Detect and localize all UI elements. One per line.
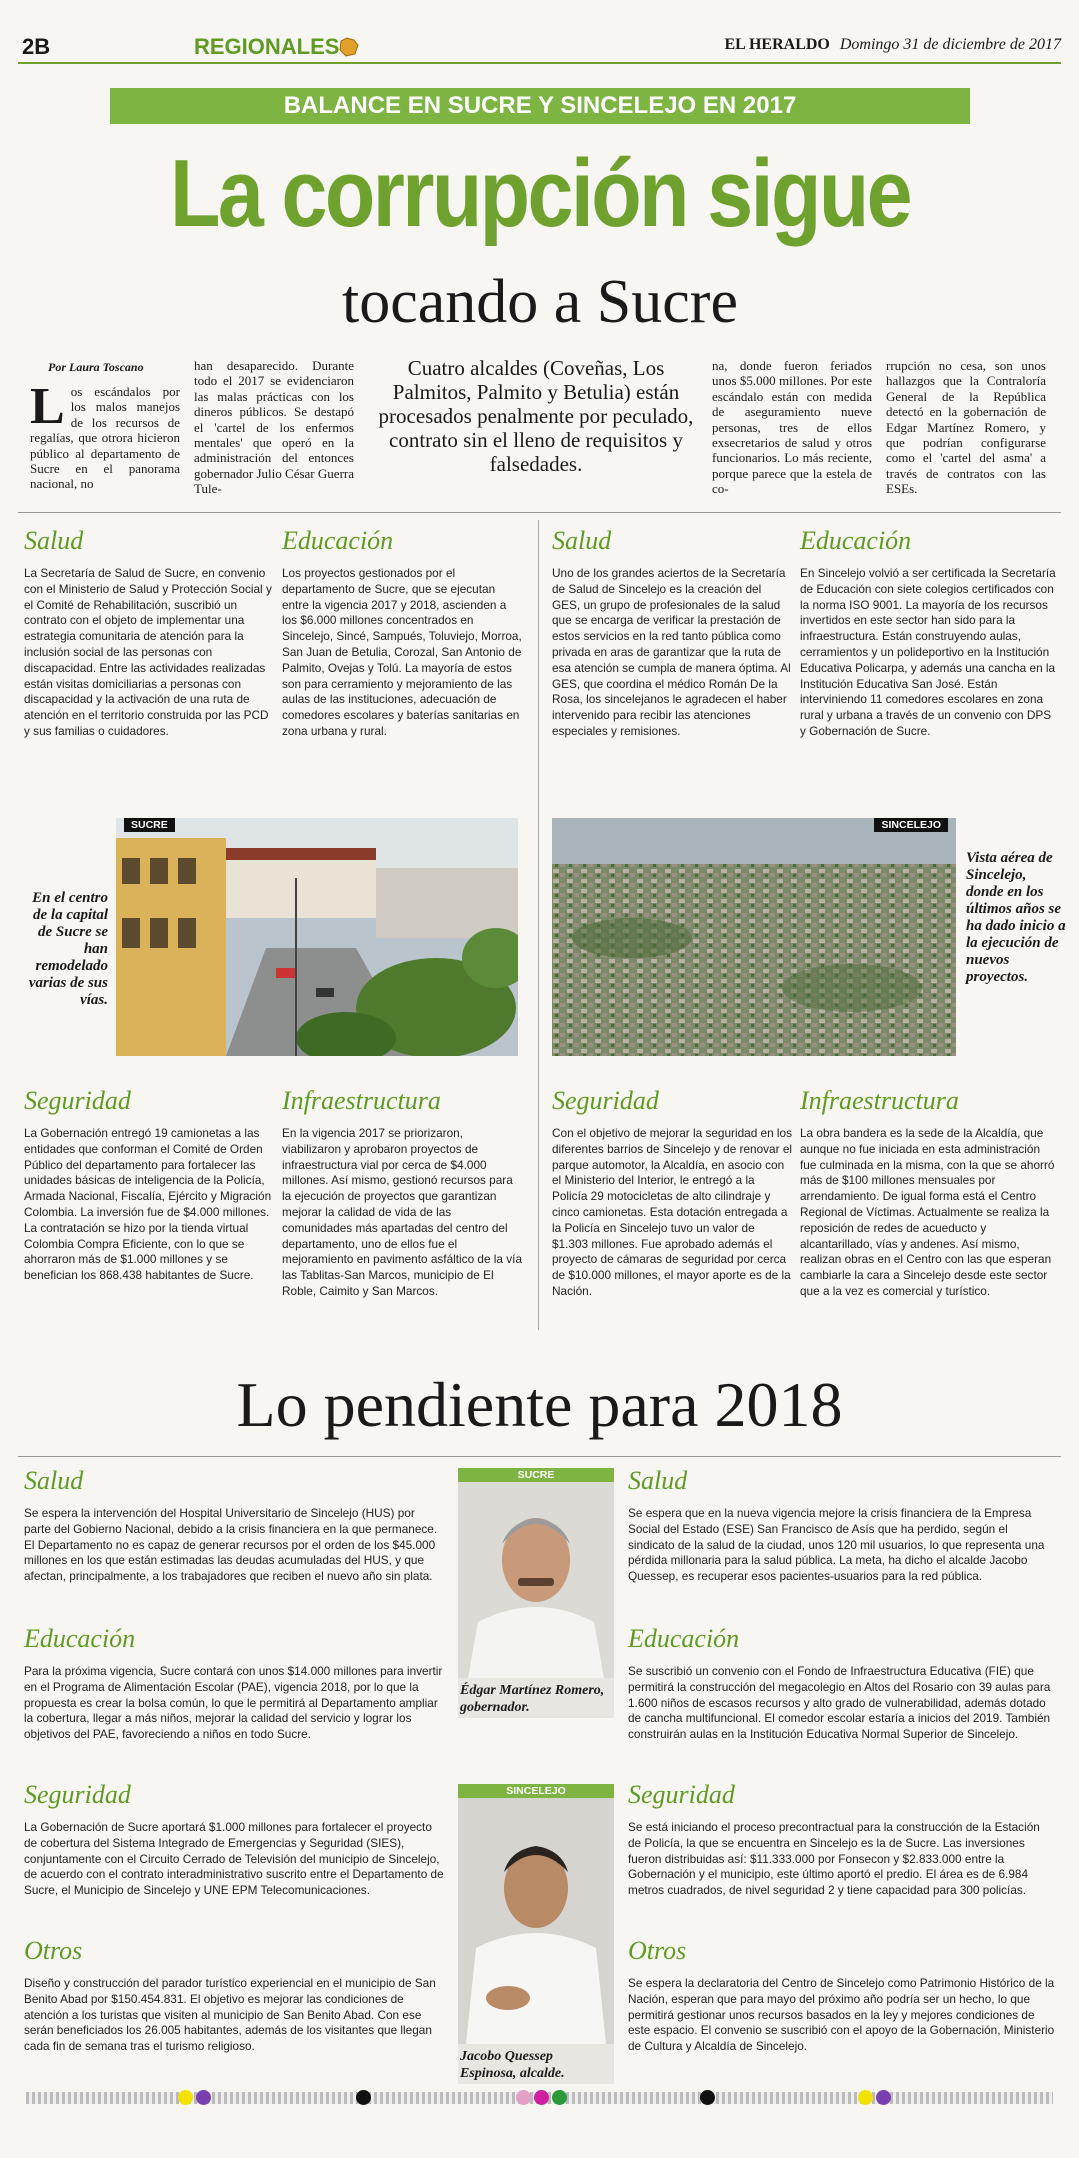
portrait-tag: SUCRE xyxy=(458,1468,614,1482)
deck-text: Cuatro alcaldes (Coveñas, Los Palmitos, Palmito y Betulia) están procesados penalmente por peculado, contrato sin el lleno de requisitos y falsedades. xyxy=(378,356,694,476)
sucre-street-photo xyxy=(116,818,518,1056)
byline: Por Laura Toscano xyxy=(48,360,144,374)
region-map-icon xyxy=(338,36,360,58)
section-heading: Salud xyxy=(628,1466,688,1495)
portrait-governor xyxy=(458,1468,614,1718)
issue-date: Domingo 31 de diciembre de 2017 xyxy=(839,36,1061,53)
pending-sincelejo-otros xyxy=(628,1936,1056,2055)
balance-sucre-educacion xyxy=(282,526,522,740)
section-text: Uno de los grandes aciertos de la Secretaría de Salud de Sincelejo es la creación del GES, un grupo de profesionales de la salud que se encarga de verificar la prestación de estos servicios en la red tanto pública como privada en aras de garantizar que la ruta de esa atención se cumpla de manera óptima. Al GES, que coordina el médico Román De la Rosa, los sincelejanos le agradecen el haber intervenido para recibir las atenciones especiales y remisiones. xyxy=(552,566,791,738)
balance-sincelejo-salud xyxy=(552,526,792,740)
section-text: Se espera la declaratoria del Centro de Sincelejo como Patrimonio Histórico de la Nación, esperan que para mayo del próximo año podría ser un hecho, lo que permitirá gestionar unos recursos basados en la ley y mejores condiciones de este espacio. El convenio se suscribió con el apoyo de la Gobernación, Ministerio de Cultura y Alcaldía de Sincelejo. xyxy=(628,1976,1055,2054)
section-text: En la vigencia 2017 se priorizaron, viabilizaron y aprobaron proyectos de infraestructura vial por cerca de $4.000 millones. Así mismo, gestionó recursos para la ejecución de proyectos que garantizan mejorar la calidad de vida de las comunidades más apartadas del centro del departamento, uno de ellos fue el mejoramiento en pavimento asfáltico de la vía las Tablitas-San Marcos, municipio de El Roble, Caimito y San Marcos. xyxy=(282,1126,522,1298)
mayor-caption: Jacobo Quessep Espinosa, alcalde. xyxy=(460,2049,565,2081)
color-dot xyxy=(356,2090,371,2105)
page-header xyxy=(18,30,1061,64)
color-dot xyxy=(858,2090,873,2105)
balance-sincelejo-educacion xyxy=(800,526,1056,740)
section-heading: Educación xyxy=(282,526,394,555)
section-heading: Otros xyxy=(628,1936,687,1965)
section-text: La Secretaría de Salud de Sucre, en convenio con el Ministerio de Salud y Protección Social y el Comité de Rehabilitación, suscribió un contrato con el objeto de implementar una estrategia comunitaria de atención para la inclusión social de las personas con discapacidad. Entre las actividades realizadas están visitas domiciliarias a personas con discapacidad y la activación de una ruta de atención en el territorio construida por las PCD y sus familias o cuidadores. xyxy=(24,566,272,738)
color-dot xyxy=(876,2090,891,2105)
section-heading: Infraestructura xyxy=(282,1086,441,1115)
section-text: Los proyectos gestionados por el departamento de Sucre, que se ejecutan entre la vigencia 2017 y 2018, ascienden a los $6.000 millones concentrados en Sincelejo, Sincé, Sampués, Toluviejo, Morroa, San Juan de Betulia, Corozal, San Antonio de Palmito, Ovejas y Tolú. La mayoría de estos son para cerramiento y mejoramiento de las aulas de las instituciones, adecuación de comedores escolares y baterías sanitarias en zona urbana y rural. xyxy=(282,566,522,738)
pending-sucre-seguridad xyxy=(24,1780,444,1899)
portrait-mayor xyxy=(458,1784,614,2084)
pending-sucre-salud xyxy=(24,1466,444,1585)
balance-sucre-salud xyxy=(24,526,272,740)
pending-sincelejo-salud xyxy=(628,1466,1056,1585)
color-dot xyxy=(516,2090,531,2105)
governor-photo xyxy=(458,1482,614,1678)
section-heading: Otros xyxy=(24,1936,83,1965)
divider xyxy=(18,1456,1061,1457)
section-heading: Infraestructura xyxy=(800,1086,959,1115)
masthead xyxy=(725,36,1062,54)
sucre-photo-caption: En el centro de la capital de Sucre se han remodelado varias de sus vías. xyxy=(28,890,108,1008)
color-dot xyxy=(178,2090,193,2105)
section-heading: Educación xyxy=(800,526,912,555)
section-text: Se suscribió un convenio con el Fondo de Infraestructura Educativa (FIE) que permitirá la construcción del megacolegio en Altos del Rosario con 39 aulas para 1.600 niños de escasos recursos y alto grado de vulnerabilidad, además dotado de cancha multifuncional. El comedor escolar estaría a inicios del 2019. También construirán aulas en la Institución Educativa Normal Superior de Sincelejo. xyxy=(628,1664,1051,1742)
sincelejo-photo-caption: Vista aérea de Sincelejo, donde en los últimos años se ha dado inicio a la ejecución de nuevos proyectos. xyxy=(966,850,1066,985)
section-title-pending-2018: Lo pendiente para 2018 xyxy=(236,1369,843,1440)
section-text: Se está iniciando el proceso precontractual para la construcción de la Estación de Policía, la que se encuentra en Sincelejo es la de Sucre. Las inversiones fueron distribuidas así: $11.333.000 por Fonsecon y $2.833.000 entre la Gobernación y el municipio, este último aportó el predio. El área es de 6.984 metros cuadrados, de nivel seguridad 2 y tiene capacidad para 300 policías. xyxy=(628,1820,1040,1898)
section-text: Con el objetivo de mejorar la seguridad en los diferentes barrios de Sincelejo y de renovar el parque automotor, la Alcaldía, en asocio con el Ministerio del Interior, le entregó a la Policía 29 motocicletas de alto cilindraje y cinco camionetas. Esta dotación entregada a la Policía en Sincelejo tuvo un valor de $1.303 millones. Fue aprobado además el proyecto de cámaras de seguridad por cerca de $10.000 millones, el mayor aporte es de la Nación. xyxy=(552,1126,793,1298)
kicker-banner: BALANCE EN SUCRE Y SINCELEJO EN 2017 xyxy=(110,88,970,124)
section-text: La Gobernación entregó 19 camionetas a las entidades que conforman el Comité de Orden Público del departamento para fortalecer las unidades básicas de inteligencia de la Policía, Armada Nacional, Fiscalía, Ejército y Migración Colombia. La inversión fue de $4.000 millones. La contratación se hizo por la tienda virtual Colombia Compra Eficiente, con lo que se ahorraron más de $1.000 millones y se benefician los 868.438 habitantes de Sucre. xyxy=(24,1126,272,1283)
balance-sincelejo-infraestructura xyxy=(800,1086,1056,1300)
section-heading: Educación xyxy=(628,1624,740,1653)
aerial-city-image xyxy=(552,818,956,1056)
photo-tag: SINCELEJO xyxy=(874,818,948,832)
section-heading: Salud xyxy=(552,526,612,555)
headline: La corrupción sigue xyxy=(169,140,911,247)
intro-column-3: na, donde fueron feriados unos $5.000 millones. Por este escándalo están con medida de aseguramiento nueve personas, tres de ellos exsecretarios de salud y otros funcionarios. Lo más reciente, porque parece que la estela de co- xyxy=(712,358,872,497)
section-tag: REGIONALES xyxy=(194,34,340,59)
mayor-photo xyxy=(458,1798,614,2044)
newspaper-name: EL HERALDO xyxy=(724,36,830,53)
section-heading: Salud xyxy=(24,1466,84,1495)
color-dot xyxy=(552,2090,567,2105)
section-heading: Salud xyxy=(24,526,84,555)
drop-cap: L xyxy=(30,378,65,435)
section-heading: Seguridad xyxy=(628,1780,735,1809)
column-divider xyxy=(538,520,539,1330)
section-text: La Gobernación de Sucre aportará $1.000 millones para fortalecer el proyecto de cobertura del Sistema Integrado de Emergencias y Seguridad (SIES), conjuntamente con el Circuito Cerrado de Televisión del municipio de Sincelejo, de acuerdo con el contrato interadministrativo suscrito entre el Departamento de Sucre, el Municipio de Sincelejo y UNE EPM Telecomunicaciones. xyxy=(24,1820,444,1898)
color-dot xyxy=(700,2090,715,2105)
sincelejo-aerial-photo xyxy=(552,818,956,1056)
balance-sincelejo-seguridad xyxy=(552,1086,792,1300)
divider xyxy=(18,512,1061,513)
section-heading: Seguridad xyxy=(552,1086,659,1115)
balance-sucre-seguridad xyxy=(24,1086,272,1284)
street-scene-image xyxy=(116,818,518,1056)
photo-tag: SUCRE xyxy=(124,818,175,832)
color-dot xyxy=(534,2090,549,2105)
section-text: La obra bandera es la sede de la Alcaldía, que aunque no fue iniciada en esta administración fue culminada en la misma, con la que se ahorró más de $100 millones mensuales por arrendamiento. De igual forma está el Centro Regional de Víctimas. Actualmente se realiza la reposición de redes de acueducto y alcantarillado, vías y andenes. Así mismo, realizan obras en el Centro con las que esperan cambiarle la cara a Sincelejo desde este sector que a la vez es comercial y turístico. xyxy=(800,1126,1055,1298)
balance-sucre-infraestructura xyxy=(282,1086,522,1300)
subheadline: tocando a Sucre xyxy=(342,268,738,336)
pending-sucre-otros xyxy=(24,1936,444,2055)
color-dot xyxy=(196,2090,211,2105)
section-text: Se espera que en la nueva vigencia mejore la crisis financiera de la Empresa Social del Estado (ESE) San Francisco de Asís que ha perdido, según el sindicato de la salud de la ciudad, unos 120 mil usuarios, lo que representa una pérdida millonaria para la salud pública. La meta, ha dicho el alcalde Jacobo Quessep, es recuperar esos pacientes-usuarios para la red pública. xyxy=(628,1506,1045,1584)
intro-text-1: os escándalos por los malos manejos de los recursos de regalías, que otrora hicieron público al departamento de Sucre en el panorama nacional, no xyxy=(30,384,180,492)
governor-caption: Édgar Martínez Romero, gobernador. xyxy=(460,1683,605,1715)
section-text: En Sincelejo volvió a ser certificada la Secretaría de Educación con siete colegios certificados con la norma ISO 9001. La mayoría de los recursos invertidos en este sector han sido para la infraestructura. Están construyendo aulas, cerramientos y un polideportivo en la Institución Educativa Policarpa, y además una cancha en la Institución Educativa San José. Están interviniendo 11 comedores escolares en zona rural y urbana a través de un convenio con DPS y Gobernación de Sucre. xyxy=(800,566,1056,738)
intro-column-4: rrupción no cesa, son unos hallazgos que la Contraloría General de la República detectó en la gobernación de Edgar Martínez Romero, y que podrían configurarse como el 'cartel del asma' a través de contratos con las ESEs. xyxy=(886,358,1046,497)
page-number: 2B xyxy=(22,34,51,59)
section-heading: Seguridad xyxy=(24,1086,131,1115)
intro-column-1 xyxy=(30,378,180,492)
intro-column-2: han desaparecido. Durante todo el 2017 se evidenciaron las malas prácticas con los dineros públicos. Se destapó el 'cartel de los enfermos mentales' que operó en la administración del entonces gobernador Julio César Guerra Tule- xyxy=(194,358,354,497)
section-text: Para la próxima vigencia, Sucre contará con unos $14.000 millones para invertir en el Programa de Alimentación Escolar (PAE), vigencia 2018, por lo que la propuesta es crear la bolsa común, lo que le permitirá al Departamento ampliar la cobertura, llegar a más niños, mejorar la calidad del servicio y lograr los objetivos del PAE, favoreciendo a niños en todo Sucre. xyxy=(24,1664,443,1742)
portrait-tag: SINCELEJO xyxy=(458,1784,614,1798)
pending-sucre-educacion xyxy=(24,1624,444,1743)
section-heading: Seguridad xyxy=(24,1780,131,1809)
pending-sincelejo-seguridad xyxy=(628,1780,1056,1899)
section-heading: Educación xyxy=(24,1624,136,1653)
pending-sincelejo-educacion xyxy=(628,1624,1056,1743)
section-text: Diseño y construcción del parador turístico experiencial en el municipio de San Benito Abad por $150.454.831. El objetivo es mejorar las condiciones de atención a los turistas que visiten al municipio de San Benito Abad. Con ese serán beneficiados los 26.005 habitantes, además de los visitantes que llegan cada fin de semana tras el turismo religioso. xyxy=(24,1976,436,2054)
section-text: Se espera la intervención del Hospital Universitario de Sincelejo (HUS) por parte del Gobierno Nacional, debido a la crisis financiera en la que permanece. El Departamento no es capaz de generar recursos por el orden de los $45.000 millones en los que están estimadas las deudas acumuladas del HUS, y que afectan, principalmente, a los trabajadores que reciben el nuevo año sin plata. xyxy=(24,1506,438,1584)
